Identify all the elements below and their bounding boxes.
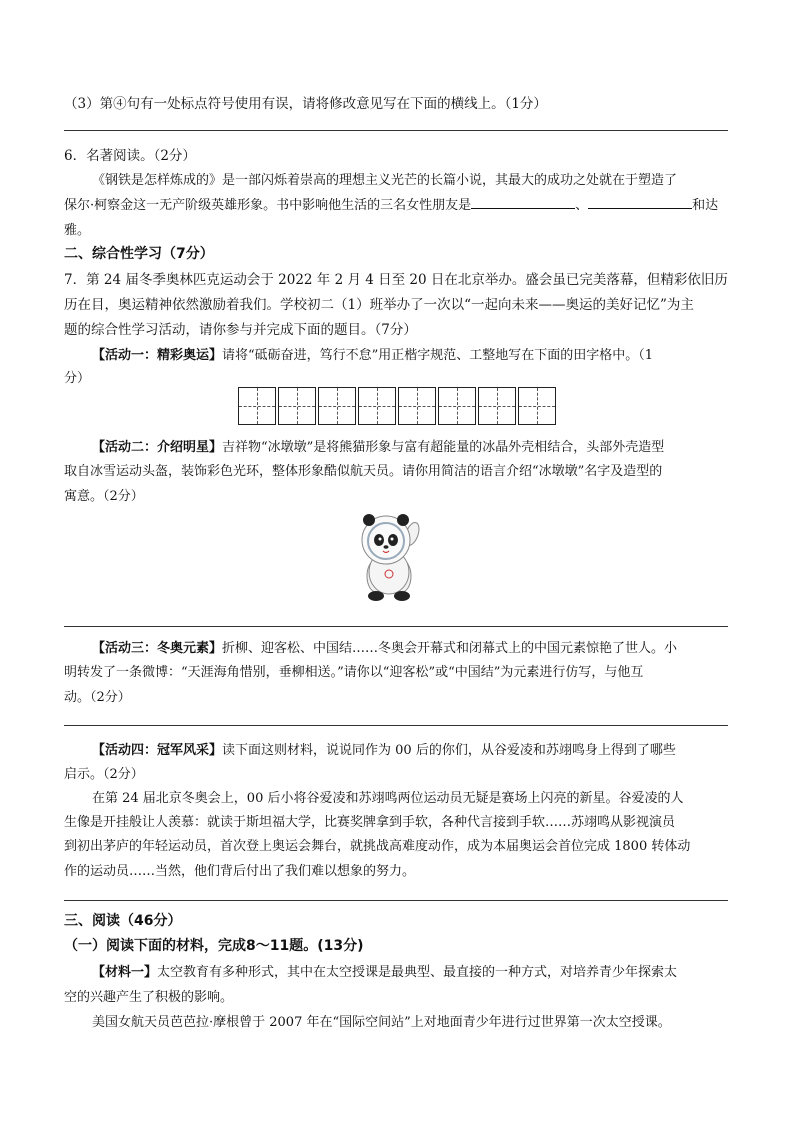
activity-2-text-3: 寓意。（2分） [64,489,144,504]
grid-cell[interactable] [278,387,316,425]
section-2-heading: 二、综合性学习（7分） [64,246,214,262]
q7-text-1: 7．第 24 届冬季奥林匹克运动会于 2022 年 2 月 4 日至 20 日在北京举办。盛会虽已完美落幕，但精彩依旧历 [64,272,728,288]
activity-2-text-2: 取自冰雪运动头盔，装饰彩色光环，整体形象酷似航天员。请你用简洁的语言介绍“冰墩墩”名字及造型的 [64,464,663,479]
q6-text-2b: 和达 [692,198,719,213]
grid-cell[interactable] [478,387,516,425]
separator: 、 [575,198,589,213]
activity-3-label: 【活动三：冬奥元素】 [92,641,223,656]
activity-4-label: 【活动四：冠军风采】 [92,743,223,758]
q6-text-1: 《钢铁是怎样炼成的》是一部闪烁着崇高的理想主义光芒的长篇小说，其最大的成功之处就在于塑造了 [92,173,678,188]
material-paragraph-2: 生像是开挂般让人羡慕：就读于斯坦福大学，比赛奖牌拿到手软，各种代言接到手软……苏翊鸣从影视演员 [64,815,676,830]
activity-3 [92,637,677,656]
activity-2 [92,436,664,455]
answer-line[interactable] [64,626,728,627]
tianzige-grid[interactable] [238,387,558,425]
activity-3-text-2: 明转发了一条微博：“天涯海角惜别，垂柳相送。”请你以“迎客松”或“中国结”为元素进行仿写，与他互 [64,665,644,680]
activity-4-text: 读下面这则材料，说说同作为 00 后的你们，从谷爱凌和苏翊鸣身上得到了哪些 [222,743,676,758]
grid-cell[interactable] [358,387,396,425]
activity-2-text: 吉祥物“冰墩墩”是将熊猫形象与富有超能量的冰晶外壳相结合，头部外壳造型 [222,440,665,455]
q6-text-3: 雅。 [64,223,91,238]
activity-1-text: 请将“砥砺奋进，笃行不怠”用正楷字规范、工整地写在下面的田字格中。（1 [222,348,654,363]
activity-1-text-2: 分） [64,371,91,386]
answer-blank-2[interactable] [588,196,692,209]
activity-3-text: 折柳、迎客松、中国结……冬奥会开幕式和闭幕式上的中国元素惊艳了世人。小 [222,641,678,656]
activity-4-text-2: 启示。（2分） [64,767,144,782]
activity-4 [92,739,676,758]
activity-2-label: 【活动二：介绍明星】 [92,440,223,455]
question-6-title: 6．名著阅读。（2分） [64,148,196,164]
material-1-text-2: 空的兴趣产生了积极的影响。 [64,990,234,1005]
q7-text-2: 历在目，奥运精神依然激励着我们。学校初二（1）班举办了一次以“一起向未来——奥运的美好记忆”为主 [64,297,694,313]
q6-text-2a: 保尔·柯察金这一无产阶级英雄形象。书中影响他生活的三名女性朋友是 [64,198,472,213]
material-paragraph-1: 在第 24 届北京冬奥会上，00 后小将谷爱凌和苏翊鸣两位运动员无疑是赛场上闪亮的新星。谷爱凌的人 [92,791,684,806]
part-1-heading: （一）阅读下面的材料，完成8～11题。(13分) [64,938,364,954]
material-paragraph-4: 作的运动员……当然，他们背后付出了我们难以想象的努力。 [64,864,416,879]
answer-line[interactable] [64,900,728,901]
activity-1-label: 【活动一：精彩奥运】 [92,348,223,363]
activity-1 [92,344,653,363]
answer-line[interactable] [64,130,728,131]
bing-dwen-dwen-mascot-image [350,510,428,602]
grid-cell[interactable] [318,387,356,425]
q6-text-2 [64,194,718,213]
material-1 [92,961,677,980]
material-1-paragraph-2: 美国女航天员芭芭拉·摩根曾于 2007 年在“国际空间站”上对地面青少年进行过世界第一次太空授课。 [92,1015,671,1030]
grid-cell[interactable] [398,387,436,425]
q7-text-3: 题的综合性学习活动，请你参与并完成下面的题目。（7分） [64,322,417,338]
material-1-text: 太空教育有多种形式，其中在太空授课是最典型、最直接的一种方式，对培养青少年探索太 [157,965,678,980]
material-1-label: 【材料一】 [92,965,158,980]
grid-cell[interactable] [438,387,476,425]
answer-blank-1[interactable] [471,196,575,209]
material-paragraph-3: 到初出茅庐的年轻运动员，首次登上奥运会舞台，就挑战高难度动作，成为本届奥运会首位完成 1800 转体动 [64,839,691,854]
section-3-heading: 三、阅读（46分） [64,913,182,929]
answer-line[interactable] [64,725,728,726]
activity-3-text-3: 动。（2分） [64,690,131,705]
grid-cell[interactable] [238,387,276,425]
grid-cell[interactable] [518,387,556,425]
question-3: （3）第④句有一处标点符号使用有误，请将修改意见写在下面的横线上。（1分） [64,96,547,112]
